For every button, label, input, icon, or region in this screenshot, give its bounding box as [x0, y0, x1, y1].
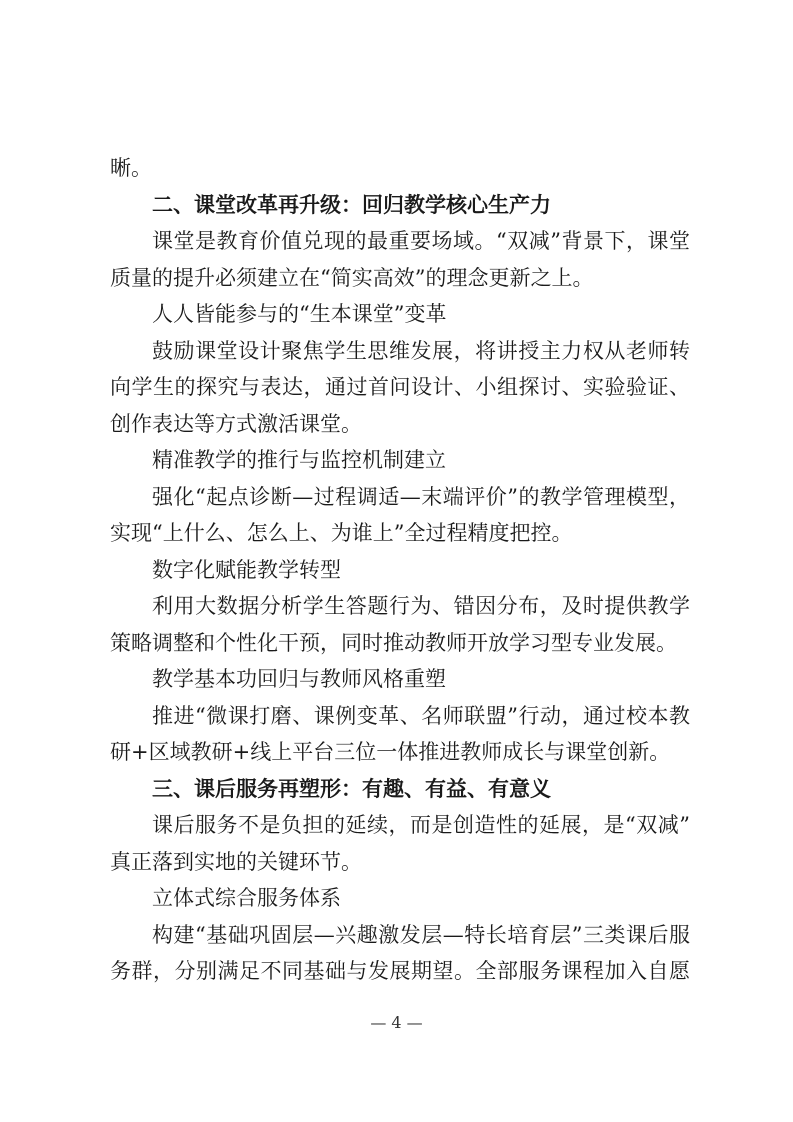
- subsection-heading: 数字化赋能教学转型: [152, 557, 341, 582]
- paragraph-line: 推进“微课打磨、课例变革、名师联盟”行动，通过校本教: [152, 703, 690, 728]
- paragraph-line: 创作表达等方式激活课堂。: [110, 411, 362, 436]
- paragraph-line: 构建“基础巩固层—兴趣激发层—特长培育层”三类课后服: [152, 922, 690, 947]
- paragraph-line: 务群，分别满足不同基础与发展期望。全部服务课程加入自愿: [110, 959, 690, 983]
- page-number: — 4 —: [370, 1013, 423, 1032]
- subsection-heading: 立体式综合服务体系: [152, 886, 341, 910]
- subsection-heading: 精准教学的推行与监控机制建立: [152, 448, 446, 472]
- paragraph-line: 鼓励课堂设计聚焦学生思维发展，将讲授主力权从老师转: [152, 338, 690, 363]
- section-heading: 三、课后服务再塑形：有趣、有益、有意义: [152, 775, 551, 801]
- paragraph-line: 课堂是教育价值兑现的最重要场域。“双减”背景下，课堂: [152, 229, 690, 253]
- document-page: [110, 150, 690, 990]
- section-heading: 二、课堂改革再升级：回归教学核心生产力: [152, 191, 551, 217]
- paragraph-line: 策略调整和个性化干预，同时推动教师开放学习型专业发展。: [110, 630, 677, 655]
- paragraph-line: 课后服务不是负担的延续，而是创造性的延展，是“双减”: [152, 813, 690, 837]
- paragraph-line: 质量的提升必须建立在“简实高效”的理念更新之上。: [110, 265, 594, 290]
- subsection-heading: 教学基本功回归与教师风格重塑: [152, 667, 446, 691]
- paragraph-line: 利用大数据分析学生答题行为、错因分布，及时提供教学: [152, 594, 690, 618]
- paragraph-line: 向学生的探究与表达，通过首问设计、小组探讨、实验验证、: [110, 375, 690, 399]
- paragraph-line: 研+区域教研+线上平台三位一体推进教师成长与课堂创新。: [110, 740, 671, 764]
- paragraph-line: 强化“起点诊断—过程调适—末端评价”的教学管理模型，: [152, 484, 690, 509]
- subsection-heading: 人人皆能参与的“生本课堂”变革: [152, 302, 447, 326]
- paragraph-line: 晰。: [110, 156, 152, 180]
- paragraph-line: 实现“上什么、怎么上、为谁上”全过程精度把控。: [110, 521, 573, 545]
- paragraph-line: 真正落到实地的关键环节。: [110, 849, 362, 874]
